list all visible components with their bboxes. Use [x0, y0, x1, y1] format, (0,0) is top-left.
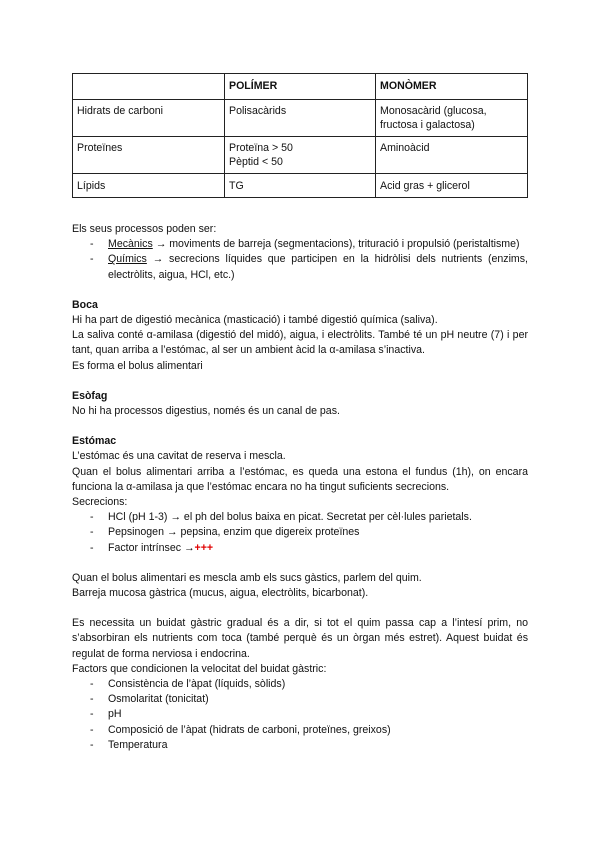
cell-line: Pèptid < 50 [229, 156, 283, 168]
table-row [73, 174, 528, 198]
quimics-text: → secrecions líquides que participen en la hidròlisi dels nutrients (enzims, electròlits, aigua, HCl, etc.) [108, 253, 528, 281]
mecanics-text: → moviments de barreja (segmentacions), trituració i propulsió (peristaltisme) [152, 238, 520, 251]
mecanics-label: Mecànics [108, 238, 153, 251]
list-item: - pH [72, 707, 528, 722]
table-row [73, 100, 528, 137]
paragraph: Secrecions: [72, 496, 128, 509]
paragraph: No hi ha processos digestius, només és un canal de pas. [72, 405, 340, 418]
list-item: - Pepsinogen → pepsina, enzim que digereix proteïnes [72, 525, 528, 540]
table-header-row [73, 74, 528, 100]
table-cell: Aminoàcid [376, 137, 528, 174]
processos-list [72, 237, 528, 283]
quimics-label: Químics [108, 253, 147, 266]
polimer-monomer-table [72, 73, 528, 198]
factor-intrinsec-text: Factor intrínsec → [108, 541, 195, 554]
table-cell: Polisacàrids [225, 100, 376, 137]
table-header-cell: POLÍMER [225, 74, 376, 100]
table-cell: Hidrats de carboni [73, 100, 225, 137]
paragraph: Factors que condicionen la velocitat del buidat gàstric: [72, 662, 327, 675]
paragraph: Es necessita un buidat gàstric gradual és a dir, si tot el quim passa cap a l’intesí prim, no s’absorbiran els nutrients com toca (també perquè és un òrgan més estret). Aquest buidat és regulat de forma nerviosa i endocrina. [72, 617, 528, 660]
table-header-cell: MONÒMER [376, 74, 528, 100]
table-cell [376, 100, 528, 137]
list-item [72, 237, 528, 252]
cell-line: Proteïna > 50 [229, 142, 293, 154]
red-plus-marks: +++ [194, 541, 214, 554]
table-cell: Lípids [73, 174, 225, 198]
table-header-cell [73, 74, 225, 100]
factors-list [72, 677, 528, 753]
paragraph: La saliva conté α-amilasa (digestió del midó), aigua, i electròlits. També té un pH neutre (7) i per tant, quan arriba a l’estómac, al ser un ambient àcid la α-amilasa s’inactiva. [72, 329, 528, 357]
list-item: - Temperatura [72, 738, 528, 753]
processos-intro: Els seus processos poden ser: [72, 223, 217, 235]
section-heading-esofag: Esòfag [72, 389, 108, 402]
paragraph: Quan el bolus alimentari arriba a l’estómac, es queda una estona el fundus (1h), on encara funciona la α-amilasa ja que l’estómac encara no ha tingut suficients secrecions. [72, 465, 528, 493]
table-cell: Acid gras + glicerol [376, 174, 528, 198]
list-item: - Osmolaritat (tonicitat) [72, 692, 528, 707]
cell-line: Monosacàrid (glucosa, [380, 105, 487, 117]
document-body [72, 222, 528, 753]
table-cell: TG [225, 174, 376, 198]
list-item [72, 252, 528, 282]
paragraph: Quan el bolus alimentari es mescla amb els sucs gàstics, parlem del quim. [72, 571, 422, 584]
paragraph: Es forma el bolus alimentari [72, 359, 203, 372]
paragraph: Hi ha part de digestió mecànica (masticació) i també digestió química (saliva). [72, 314, 438, 327]
list-item [72, 541, 528, 556]
table-cell [225, 137, 376, 174]
list-item: - Consistència de l’àpat (líquids, sòlids) [72, 677, 528, 692]
section-heading-boca: Boca [72, 298, 98, 311]
secrecions-list [72, 510, 528, 556]
paragraph: Barreja mucosa gàstrica (mucus, aigua, electròlits, bicarbonat). [72, 587, 369, 600]
section-heading-estomac: Estómac [72, 435, 117, 448]
table-cell: Proteïnes [73, 137, 225, 174]
cell-line: fructosa i galactosa) [380, 119, 475, 131]
list-item: - Composició de l’àpat (hidrats de carboni, proteïnes, greixos) [72, 723, 528, 738]
table-row [73, 137, 528, 174]
paragraph: L’estómac és una cavitat de reserva i mescla. [72, 450, 286, 463]
list-item: - HCl (pH 1-3) → el ph del bolus baixa en picat. Secretat per cèl·lules parietals. [72, 510, 528, 525]
